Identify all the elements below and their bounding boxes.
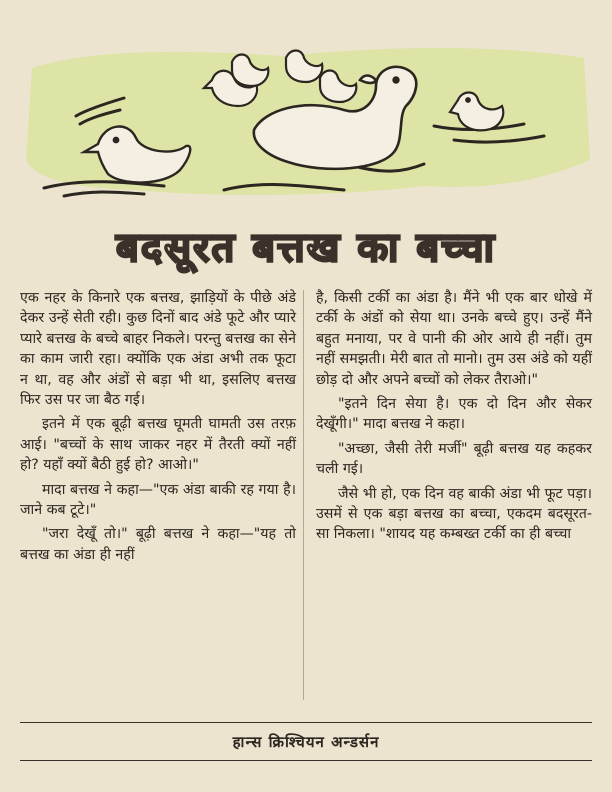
paragraph: "अच्छा, जैसी तेरी मर्जी" बूढ़ी बत्तख यह कहकर चली गई।	[316, 440, 592, 478]
paragraph: है, किसी टर्की का अंडा है। मैंने भी एक बार धोखे में टर्की के अंडों को सेया था। उनके बच्चे हुए। उन्हें मैंने बहुत मनाया, पर वे पानी की ओर आये ही नहीं। तुम नहीं समझती। मेरी बात तो मानो। तुम उस अंडे को यहीं छोड़ दो और अपने बच्चों को लेकर तैराओ।"	[316, 290, 592, 388]
paragraph: जैसे भी हो, एक दिन वह बाकी अंडा भी फूट पड़ा। उसमें से एक बड़ा बत्तख का बच्चा, एकदम बदसूरत-सा निकला। "शायद यह कम्बख्त टर्की का ही बच्चा	[316, 485, 592, 543]
column-left	[20, 288, 296, 708]
column-right	[316, 288, 592, 708]
paragraph: "जरा देखूँ तो।" बूढ़ी बत्तख ने कहा—"यह तो बत्तख का अंडा ही नहीं	[20, 526, 296, 563]
author-name: हान्स क्रिश्चियन अन्डर्सन	[232, 733, 380, 751]
author-rule-top	[20, 722, 592, 723]
paragraph: मादा बत्तख ने कहा—"एक अंडा बाकी रह गया है। जाने कब टूटे।"	[20, 481, 296, 519]
paragraph: इतने में एक बूढ़ी बत्तख घूमती घामती उस तरफ़ आई। "बच्चों के साथ जाकर नहर में तैरती क्यों नहीं हो? यहाँ क्यों बैठी हुई हो? आओ।"	[20, 416, 296, 474]
column-divider	[303, 290, 304, 700]
story-title: बदसूरत बत्तख का बच्चा	[115, 225, 497, 271]
author-rule-bottom	[20, 760, 592, 761]
ducks-swimming-illustration	[24, 40, 592, 200]
paragraph: "इतने दिन सेया है। एक दो दिन और सेकर देखूँगी।" मादा बत्तख ने कहा।	[316, 396, 592, 433]
paragraph: एक नहर के किनारे एक बत्तख, झाड़ियों के पीछे अंडे देकर उन्हें सेती रही। कुछ दिनों बाद अंडे फूटे और प्यारे प्यारे बत्तख के बच्चे बाहर निकले। परन्तु बत्तख का सेने का काम जारी रहा। क्योंकि एक अंडा अभी तक फूटा न था, वह और अंडों से बड़ा भी था, इसलिए बत्तख फिर उस पर जा बैठ गई।	[20, 290, 296, 409]
story-body	[20, 288, 592, 708]
